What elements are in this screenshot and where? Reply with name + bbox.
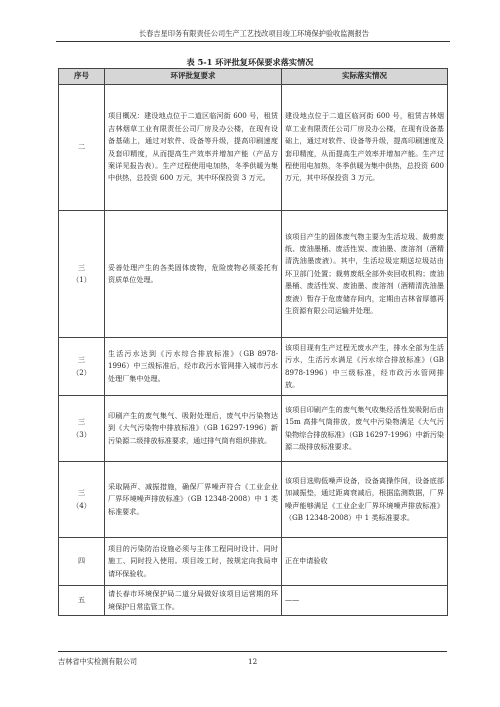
status-cell: 建设地点位于二道区临河街 600 号，租赁吉林烟草工业有限责任公司厂房及办公楼，在现有设备基础上，通过对软件、设备等升级，提高印刷速度及套印精度，从而提高生产效率并增加产能。生产过程使用电加热，冬季供暖为集中供热，总投资 600 万元，其中环保投资 3 万元。: [282, 85, 448, 211]
column-header-requirement: 环评批复要求: [105, 69, 282, 85]
table-row: [59, 396, 448, 462]
table-header-row: [59, 69, 448, 85]
table-row: [59, 338, 448, 396]
column-header-status: 实际落实情况: [282, 69, 448, 85]
requirement-cell: 印刷产生的废气集气、吸附处理后，废气中污染物达到《大气污染物中排放标准》（GB 16297-1996）新污染源二级排放标准要求，通过排气筒有组织排放。: [105, 396, 282, 462]
table-row: [59, 211, 448, 338]
table-row: [59, 85, 448, 211]
table-row: [59, 538, 448, 586]
column-header-no: 序号: [59, 69, 105, 85]
status-cell: 正在申请验收: [282, 538, 448, 586]
requirements-table: [58, 68, 448, 616]
status-cell: 该项目选购低噪声设备，设备离操作间，设备底部加减振垫，通过距离衰减后，根据监测数据，厂界噪声能够满足《工业企业厂界环境噪声排放标准》（GB 12348-2008）中 1 类标准要求。: [282, 462, 448, 538]
requirement-cell: 妥善处理产生的各类固体废物，危险废物必须委托有资质单位处理。: [105, 211, 282, 338]
status-cell: 该项目产生的固体废气物主要为生活垃圾、裁剪废纸、废油墨桶、废活性炭、废油墨、废溶剂（酒精清洗油墨废液）。其中，生活垃圾定期送垃圾站由环卫部门处置；裁剪废纸全部外卖回收机构；废油墨桶、废活性炭、废油墨、废溶剂（酒精清洗油墨废液）暂存于危废储存间内，定期由吉林省厚德再生资源有限公司运输并处理。: [282, 211, 448, 338]
requirement-cell: 项目的污染防治设施必须与主体工程同时设计、同时施工、同时投入使用。项目竣工时，按规定向我局申请环保验收。: [105, 538, 282, 586]
row-number: 三 （3）: [59, 396, 105, 462]
status-cell: ——: [282, 586, 448, 616]
table-title: 表 5-1 环评批复环保要求落实情况: [186, 57, 314, 67]
row-number: 三 （4）: [59, 462, 105, 538]
row-number: 五: [59, 586, 105, 616]
row-number: 三 （1）: [59, 211, 105, 338]
page-header: 长春吉星印务有限责任公司生产工艺技改项目竣工环境保护验收监测报告: [138, 29, 369, 38]
footer-organization: 吉林省中实检测有限公司: [58, 657, 138, 666]
row-number: 三 （2）: [59, 338, 105, 396]
page-footer: [58, 651, 447, 666]
requirement-cell: 项目概况：建设地点位于二道区临河街 600 号，租赁吉林烟草工业有限责任公司厂房及办公楼，在现有设备基础上，通过对软件、设备等升级，提高印刷速度及套印精度，从而提高生产效率并增加产能（产品方案详见报告表）。生产过程使用电加热，冬季供暖为集中供热，总投资 600 万元，其中环保投资 3 万元。: [105, 85, 282, 211]
row-number: 四: [59, 538, 105, 586]
requirement-cell: 生活污水达到《污水综合排放标准》（GB 8978-1996）中三级标准后，经市政污水管网排入城市污水处理厂集中处理。: [105, 338, 282, 396]
status-cell: 该项目现有生产过程无废水产生，排水全部为生活污水，生活污水满足《污水综合排放标准》（GB 8978-1996）中三级标准，经市政污水管网排放。: [282, 338, 448, 396]
requirement-cell: 请长春市环境保护局二道分局做好该项目运营期的环境保护日常监管工作。: [105, 586, 282, 616]
page-number: 12: [248, 657, 258, 666]
table-row: [59, 462, 448, 538]
header-divider: [56, 41, 450, 42]
status-cell: 该项目印刷产生的废气集气收集经活性炭吸附后由 15m 高排气筒排放，废气中污染物满足《大气污染物综合排放标准》（GB 16297-1996）中新污染源二级排放标准要求。: [282, 396, 448, 462]
row-number: 二: [59, 85, 105, 211]
table-row: [59, 586, 448, 616]
requirement-cell: 采取隔声、减振措施，确保厂界噪声符合《工业企业厂界环境噪声排放标准》（GB 12348-2008）中 1 类标准要求。: [105, 462, 282, 538]
